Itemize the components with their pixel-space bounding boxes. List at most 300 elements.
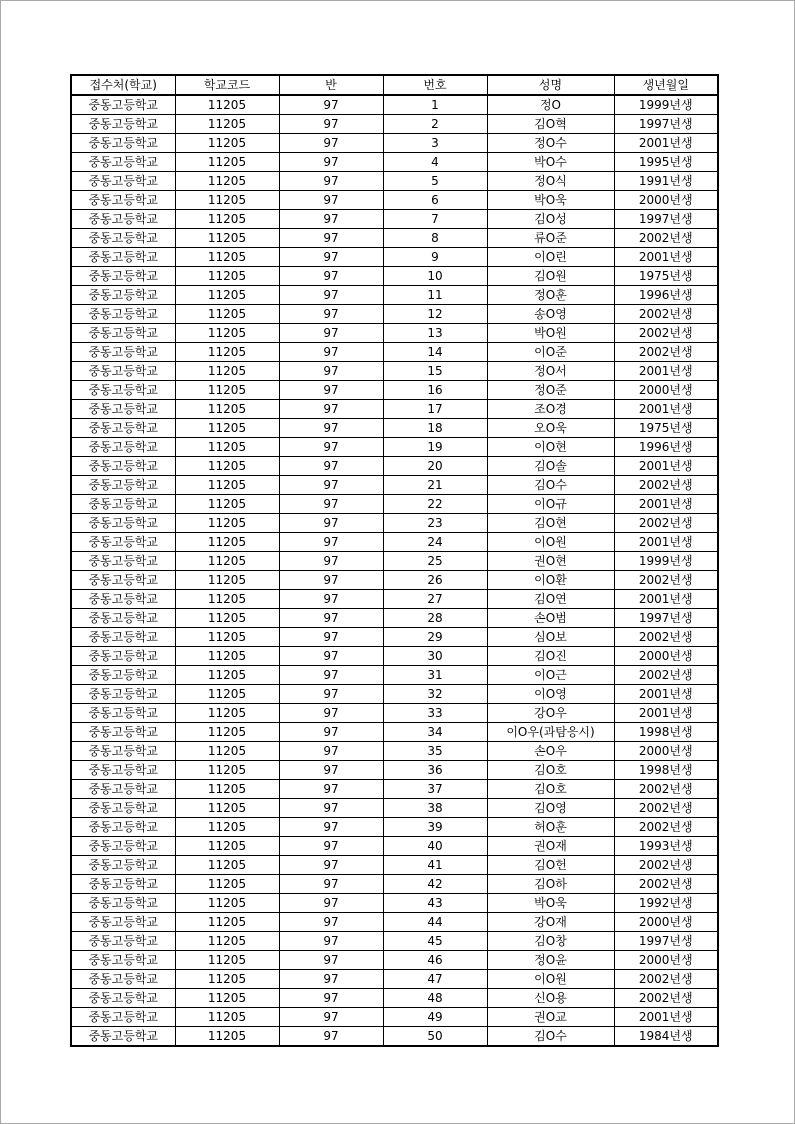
cell-class: 97 bbox=[279, 191, 383, 210]
cell-birth-year: 2002년생 bbox=[614, 989, 718, 1008]
cell-school: 중동고등학교 bbox=[71, 609, 175, 628]
cell-class: 97 bbox=[279, 438, 383, 457]
cell-birth-year: 2001년생 bbox=[614, 533, 718, 552]
cell-school-code: 11205 bbox=[175, 210, 279, 229]
cell-school: 중동고등학교 bbox=[71, 495, 175, 514]
cell-name: 김O헌 bbox=[487, 856, 614, 875]
cell-school-code: 11205 bbox=[175, 476, 279, 495]
cell-name: 이O린 bbox=[487, 248, 614, 267]
cell-number: 3 bbox=[383, 134, 487, 153]
cell-class: 97 bbox=[279, 134, 383, 153]
cell-school: 중동고등학교 bbox=[71, 457, 175, 476]
cell-school: 중동고등학교 bbox=[71, 210, 175, 229]
cell-birth-year: 2001년생 bbox=[614, 134, 718, 153]
cell-school: 중동고등학교 bbox=[71, 191, 175, 210]
table-row bbox=[71, 210, 718, 229]
cell-number: 18 bbox=[383, 419, 487, 438]
cell-number: 47 bbox=[383, 970, 487, 989]
cell-birth-year: 2002년생 bbox=[614, 970, 718, 989]
cell-class: 97 bbox=[279, 1027, 383, 1047]
cell-name: 정O수 bbox=[487, 134, 614, 153]
table-row bbox=[71, 134, 718, 153]
cell-number: 10 bbox=[383, 267, 487, 286]
cell-class: 97 bbox=[279, 153, 383, 172]
cell-birth-year: 2001년생 bbox=[614, 457, 718, 476]
cell-school: 중동고등학교 bbox=[71, 153, 175, 172]
cell-number: 22 bbox=[383, 495, 487, 514]
cell-school-code: 11205 bbox=[175, 970, 279, 989]
cell-birth-year: 2001년생 bbox=[614, 495, 718, 514]
cell-number: 14 bbox=[383, 343, 487, 362]
cell-school: 중동고등학교 bbox=[71, 970, 175, 989]
cell-class: 97 bbox=[279, 210, 383, 229]
cell-school: 중동고등학교 bbox=[71, 799, 175, 818]
cell-number: 2 bbox=[383, 115, 487, 134]
table-row bbox=[71, 799, 718, 818]
cell-number: 29 bbox=[383, 628, 487, 647]
cell-school: 중동고등학교 bbox=[71, 381, 175, 400]
student-roster-table bbox=[70, 74, 719, 1047]
cell-name: 정O식 bbox=[487, 172, 614, 191]
header-class: 반 bbox=[279, 75, 383, 95]
header-school: 접수처(학교) bbox=[71, 75, 175, 95]
cell-class: 97 bbox=[279, 970, 383, 989]
cell-birth-year: 2002년생 bbox=[614, 229, 718, 248]
cell-class: 97 bbox=[279, 476, 383, 495]
cell-school: 중동고등학교 bbox=[71, 229, 175, 248]
cell-class: 97 bbox=[279, 267, 383, 286]
cell-name: 권O재 bbox=[487, 837, 614, 856]
cell-birth-year: 1984년생 bbox=[614, 1027, 718, 1047]
cell-class: 97 bbox=[279, 95, 383, 115]
cell-number: 43 bbox=[383, 894, 487, 913]
cell-name: 권O교 bbox=[487, 1008, 614, 1027]
cell-school-code: 11205 bbox=[175, 267, 279, 286]
table-row bbox=[71, 875, 718, 894]
table-row bbox=[71, 970, 718, 989]
cell-birth-year: 1997년생 bbox=[614, 932, 718, 951]
cell-number: 7 bbox=[383, 210, 487, 229]
cell-birth-year: 2002년생 bbox=[614, 324, 718, 343]
cell-school: 중동고등학교 bbox=[71, 172, 175, 191]
cell-name: 이O규 bbox=[487, 495, 614, 514]
table-row bbox=[71, 666, 718, 685]
cell-name: 정O bbox=[487, 95, 614, 115]
cell-number: 21 bbox=[383, 476, 487, 495]
cell-class: 97 bbox=[279, 666, 383, 685]
cell-school-code: 11205 bbox=[175, 400, 279, 419]
cell-birth-year: 2002년생 bbox=[614, 799, 718, 818]
table-row bbox=[71, 856, 718, 875]
cell-name: 강O우 bbox=[487, 704, 614, 723]
cell-name: 김O성 bbox=[487, 210, 614, 229]
table-row bbox=[71, 571, 718, 590]
table-row bbox=[71, 229, 718, 248]
cell-school: 중동고등학교 bbox=[71, 552, 175, 571]
cell-school: 중동고등학교 bbox=[71, 590, 175, 609]
cell-birth-year: 1997년생 bbox=[614, 609, 718, 628]
cell-school-code: 11205 bbox=[175, 533, 279, 552]
cell-name: 오O욱 bbox=[487, 419, 614, 438]
cell-birth-year: 1996년생 bbox=[614, 438, 718, 457]
table-row bbox=[71, 723, 718, 742]
cell-school: 중동고등학교 bbox=[71, 1027, 175, 1047]
cell-birth-year: 2002년생 bbox=[614, 780, 718, 799]
cell-name: 김O영 bbox=[487, 799, 614, 818]
cell-name: 손O우 bbox=[487, 742, 614, 761]
table-row bbox=[71, 267, 718, 286]
table-body bbox=[71, 95, 718, 1046]
cell-number: 31 bbox=[383, 666, 487, 685]
cell-birth-year: 2001년생 bbox=[614, 1008, 718, 1027]
cell-birth-year: 1999년생 bbox=[614, 552, 718, 571]
cell-name: 김O창 bbox=[487, 932, 614, 951]
cell-name: 신O용 bbox=[487, 989, 614, 1008]
cell-number: 34 bbox=[383, 723, 487, 742]
cell-birth-year: 2001년생 bbox=[614, 400, 718, 419]
cell-number: 36 bbox=[383, 761, 487, 780]
cell-name: 이O준 bbox=[487, 343, 614, 362]
cell-number: 26 bbox=[383, 571, 487, 590]
table-row bbox=[71, 286, 718, 305]
table-row bbox=[71, 95, 718, 115]
cell-name: 허O훈 bbox=[487, 818, 614, 837]
cell-class: 97 bbox=[279, 362, 383, 381]
cell-number: 38 bbox=[383, 799, 487, 818]
cell-birth-year: 2002년생 bbox=[614, 818, 718, 837]
cell-name: 이O원 bbox=[487, 970, 614, 989]
cell-birth-year: 2000년생 bbox=[614, 381, 718, 400]
cell-name: 김O수 bbox=[487, 1027, 614, 1047]
cell-school-code: 11205 bbox=[175, 419, 279, 438]
cell-class: 97 bbox=[279, 609, 383, 628]
cell-name: 손O범 bbox=[487, 609, 614, 628]
cell-number: 49 bbox=[383, 1008, 487, 1027]
cell-birth-year: 2000년생 bbox=[614, 913, 718, 932]
cell-name: 김O수 bbox=[487, 476, 614, 495]
cell-name: 이O환 bbox=[487, 571, 614, 590]
cell-class: 97 bbox=[279, 172, 383, 191]
cell-name: 김O호 bbox=[487, 761, 614, 780]
cell-class: 97 bbox=[279, 875, 383, 894]
cell-number: 1 bbox=[383, 95, 487, 115]
cell-birth-year: 1975년생 bbox=[614, 419, 718, 438]
table-row bbox=[71, 951, 718, 970]
cell-name: 김O원 bbox=[487, 267, 614, 286]
cell-school-code: 11205 bbox=[175, 305, 279, 324]
cell-school: 중동고등학교 bbox=[71, 647, 175, 666]
cell-school: 중동고등학교 bbox=[71, 723, 175, 742]
cell-class: 97 bbox=[279, 324, 383, 343]
cell-class: 97 bbox=[279, 647, 383, 666]
cell-school-code: 11205 bbox=[175, 704, 279, 723]
cell-name: 김O호 bbox=[487, 780, 614, 799]
table-row bbox=[71, 932, 718, 951]
cell-birth-year: 2000년생 bbox=[614, 647, 718, 666]
table-row bbox=[71, 989, 718, 1008]
cell-school-code: 11205 bbox=[175, 514, 279, 533]
table-row bbox=[71, 704, 718, 723]
cell-school: 중동고등학교 bbox=[71, 115, 175, 134]
cell-school: 중동고등학교 bbox=[71, 134, 175, 153]
cell-name: 김O하 bbox=[487, 875, 614, 894]
cell-class: 97 bbox=[279, 457, 383, 476]
cell-birth-year: 1999년생 bbox=[614, 95, 718, 115]
cell-school-code: 11205 bbox=[175, 856, 279, 875]
table-row bbox=[71, 191, 718, 210]
cell-name: 정O준 bbox=[487, 381, 614, 400]
cell-class: 97 bbox=[279, 951, 383, 970]
cell-class: 97 bbox=[279, 685, 383, 704]
cell-school-code: 11205 bbox=[175, 609, 279, 628]
cell-class: 97 bbox=[279, 856, 383, 875]
cell-birth-year: 1992년생 bbox=[614, 894, 718, 913]
cell-school: 중동고등학교 bbox=[71, 818, 175, 837]
cell-name: 김O진 bbox=[487, 647, 614, 666]
cell-name: 송O영 bbox=[487, 305, 614, 324]
table-row bbox=[71, 381, 718, 400]
cell-birth-year: 2002년생 bbox=[614, 571, 718, 590]
table-row bbox=[71, 837, 718, 856]
cell-school-code: 11205 bbox=[175, 590, 279, 609]
cell-name: 박O욱 bbox=[487, 894, 614, 913]
cell-school-code: 11205 bbox=[175, 191, 279, 210]
cell-school-code: 11205 bbox=[175, 951, 279, 970]
table-row bbox=[71, 1027, 718, 1047]
cell-school: 중동고등학교 bbox=[71, 514, 175, 533]
table-row bbox=[71, 362, 718, 381]
cell-class: 97 bbox=[279, 704, 383, 723]
cell-class: 97 bbox=[279, 514, 383, 533]
cell-school: 중동고등학교 bbox=[71, 704, 175, 723]
cell-school-code: 11205 bbox=[175, 837, 279, 856]
cell-number: 50 bbox=[383, 1027, 487, 1047]
cell-school: 중동고등학교 bbox=[71, 685, 175, 704]
cell-school-code: 11205 bbox=[175, 799, 279, 818]
table-row bbox=[71, 248, 718, 267]
cell-name: 이O현 bbox=[487, 438, 614, 457]
cell-school-code: 11205 bbox=[175, 134, 279, 153]
cell-class: 97 bbox=[279, 533, 383, 552]
cell-birth-year: 1998년생 bbox=[614, 723, 718, 742]
cell-school-code: 11205 bbox=[175, 552, 279, 571]
table-row bbox=[71, 343, 718, 362]
cell-school-code: 11205 bbox=[175, 324, 279, 343]
cell-name: 이O원 bbox=[487, 533, 614, 552]
cell-number: 35 bbox=[383, 742, 487, 761]
header-school-code: 학교코드 bbox=[175, 75, 279, 95]
cell-number: 6 bbox=[383, 191, 487, 210]
cell-school-code: 11205 bbox=[175, 172, 279, 191]
table-row bbox=[71, 533, 718, 552]
cell-name: 박O수 bbox=[487, 153, 614, 172]
cell-name: 권O현 bbox=[487, 552, 614, 571]
table-row bbox=[71, 1008, 718, 1027]
cell-school-code: 11205 bbox=[175, 115, 279, 134]
table-row bbox=[71, 894, 718, 913]
cell-school-code: 11205 bbox=[175, 229, 279, 248]
cell-name: 김O현 bbox=[487, 514, 614, 533]
cell-name: 김O혁 bbox=[487, 115, 614, 134]
cell-school: 중동고등학교 bbox=[71, 932, 175, 951]
cell-school-code: 11205 bbox=[175, 761, 279, 780]
cell-birth-year: 2000년생 bbox=[614, 951, 718, 970]
cell-class: 97 bbox=[279, 229, 383, 248]
cell-number: 41 bbox=[383, 856, 487, 875]
cell-school-code: 11205 bbox=[175, 647, 279, 666]
cell-number: 44 bbox=[383, 913, 487, 932]
cell-school-code: 11205 bbox=[175, 685, 279, 704]
cell-number: 16 bbox=[383, 381, 487, 400]
cell-birth-year: 2002년생 bbox=[614, 628, 718, 647]
cell-birth-year: 1997년생 bbox=[614, 210, 718, 229]
cell-birth-year: 2000년생 bbox=[614, 742, 718, 761]
cell-name: 이O근 bbox=[487, 666, 614, 685]
cell-birth-year: 1991년생 bbox=[614, 172, 718, 191]
table-row bbox=[71, 609, 718, 628]
cell-number: 48 bbox=[383, 989, 487, 1008]
cell-school: 중동고등학교 bbox=[71, 400, 175, 419]
header-name: 성명 bbox=[487, 75, 614, 95]
cell-class: 97 bbox=[279, 780, 383, 799]
table-row bbox=[71, 780, 718, 799]
cell-class: 97 bbox=[279, 248, 383, 267]
cell-name: 강O재 bbox=[487, 913, 614, 932]
cell-number: 11 bbox=[383, 286, 487, 305]
cell-class: 97 bbox=[279, 742, 383, 761]
cell-school-code: 11205 bbox=[175, 780, 279, 799]
cell-school: 중동고등학교 bbox=[71, 533, 175, 552]
cell-school-code: 11205 bbox=[175, 95, 279, 115]
cell-school: 중동고등학교 bbox=[71, 343, 175, 362]
cell-birth-year: 2002년생 bbox=[614, 343, 718, 362]
table-row bbox=[71, 305, 718, 324]
cell-school: 중동고등학교 bbox=[71, 666, 175, 685]
header-number: 번호 bbox=[383, 75, 487, 95]
table-header-row bbox=[71, 75, 718, 95]
cell-school-code: 11205 bbox=[175, 628, 279, 647]
cell-birth-year: 1997년생 bbox=[614, 115, 718, 134]
cell-number: 12 bbox=[383, 305, 487, 324]
cell-school-code: 11205 bbox=[175, 875, 279, 894]
cell-class: 97 bbox=[279, 628, 383, 647]
cell-number: 39 bbox=[383, 818, 487, 837]
cell-class: 97 bbox=[279, 552, 383, 571]
table-row bbox=[71, 438, 718, 457]
cell-school: 중동고등학교 bbox=[71, 894, 175, 913]
cell-birth-year: 2001년생 bbox=[614, 685, 718, 704]
cell-school-code: 11205 bbox=[175, 894, 279, 913]
cell-school: 중동고등학교 bbox=[71, 951, 175, 970]
cell-birth-year: 2001년생 bbox=[614, 704, 718, 723]
cell-class: 97 bbox=[279, 1008, 383, 1027]
cell-name: 심O보 bbox=[487, 628, 614, 647]
cell-birth-year: 1998년생 bbox=[614, 761, 718, 780]
cell-name: 김O솔 bbox=[487, 457, 614, 476]
table-row bbox=[71, 552, 718, 571]
cell-name: 박O원 bbox=[487, 324, 614, 343]
cell-class: 97 bbox=[279, 343, 383, 362]
cell-number: 40 bbox=[383, 837, 487, 856]
cell-school-code: 11205 bbox=[175, 913, 279, 932]
cell-school-code: 11205 bbox=[175, 932, 279, 951]
cell-name: 정O훈 bbox=[487, 286, 614, 305]
cell-number: 24 bbox=[383, 533, 487, 552]
cell-school: 중동고등학교 bbox=[71, 1008, 175, 1027]
cell-school: 중동고등학교 bbox=[71, 913, 175, 932]
cell-name: 류O준 bbox=[487, 229, 614, 248]
cell-number: 5 bbox=[383, 172, 487, 191]
cell-number: 25 bbox=[383, 552, 487, 571]
cell-birth-year: 1996년생 bbox=[614, 286, 718, 305]
cell-number: 45 bbox=[383, 932, 487, 951]
cell-name: 조O경 bbox=[487, 400, 614, 419]
cell-school-code: 11205 bbox=[175, 153, 279, 172]
table-row bbox=[71, 172, 718, 191]
table-row bbox=[71, 818, 718, 837]
cell-school: 중동고등학교 bbox=[71, 780, 175, 799]
cell-school: 중동고등학교 bbox=[71, 837, 175, 856]
table-row bbox=[71, 514, 718, 533]
cell-class: 97 bbox=[279, 381, 383, 400]
cell-number: 17 bbox=[383, 400, 487, 419]
cell-number: 13 bbox=[383, 324, 487, 343]
cell-class: 97 bbox=[279, 837, 383, 856]
cell-school-code: 11205 bbox=[175, 1027, 279, 1047]
cell-school-code: 11205 bbox=[175, 571, 279, 590]
table-row bbox=[71, 400, 718, 419]
cell-school-code: 11205 bbox=[175, 343, 279, 362]
cell-birth-year: 2001년생 bbox=[614, 248, 718, 267]
cell-number: 42 bbox=[383, 875, 487, 894]
cell-class: 97 bbox=[279, 590, 383, 609]
cell-class: 97 bbox=[279, 913, 383, 932]
cell-birth-year: 1995년생 bbox=[614, 153, 718, 172]
cell-birth-year: 2002년생 bbox=[614, 666, 718, 685]
cell-school: 중동고등학교 bbox=[71, 362, 175, 381]
cell-school-code: 11205 bbox=[175, 286, 279, 305]
cell-birth-year: 2001년생 bbox=[614, 362, 718, 381]
cell-school-code: 11205 bbox=[175, 457, 279, 476]
cell-number: 20 bbox=[383, 457, 487, 476]
cell-class: 97 bbox=[279, 818, 383, 837]
cell-school: 중동고등학교 bbox=[71, 742, 175, 761]
cell-birth-year: 2001년생 bbox=[614, 590, 718, 609]
cell-number: 8 bbox=[383, 229, 487, 248]
table-row bbox=[71, 324, 718, 343]
cell-birth-year: 1993년생 bbox=[614, 837, 718, 856]
cell-number: 27 bbox=[383, 590, 487, 609]
cell-school: 중동고등학교 bbox=[71, 628, 175, 647]
cell-school: 중동고등학교 bbox=[71, 324, 175, 343]
cell-name: 이O우(과탐응시) bbox=[487, 723, 614, 742]
cell-class: 97 bbox=[279, 989, 383, 1008]
cell-number: 32 bbox=[383, 685, 487, 704]
cell-class: 97 bbox=[279, 894, 383, 913]
cell-school-code: 11205 bbox=[175, 495, 279, 514]
cell-school: 중동고등학교 bbox=[71, 95, 175, 115]
cell-school-code: 11205 bbox=[175, 381, 279, 400]
cell-name: 박O욱 bbox=[487, 191, 614, 210]
cell-school-code: 11205 bbox=[175, 818, 279, 837]
table-row bbox=[71, 495, 718, 514]
cell-school: 중동고등학교 bbox=[71, 989, 175, 1008]
cell-birth-year: 2000년생 bbox=[614, 191, 718, 210]
cell-birth-year: 2002년생 bbox=[614, 856, 718, 875]
cell-class: 97 bbox=[279, 305, 383, 324]
cell-school-code: 11205 bbox=[175, 248, 279, 267]
cell-school-code: 11205 bbox=[175, 1008, 279, 1027]
